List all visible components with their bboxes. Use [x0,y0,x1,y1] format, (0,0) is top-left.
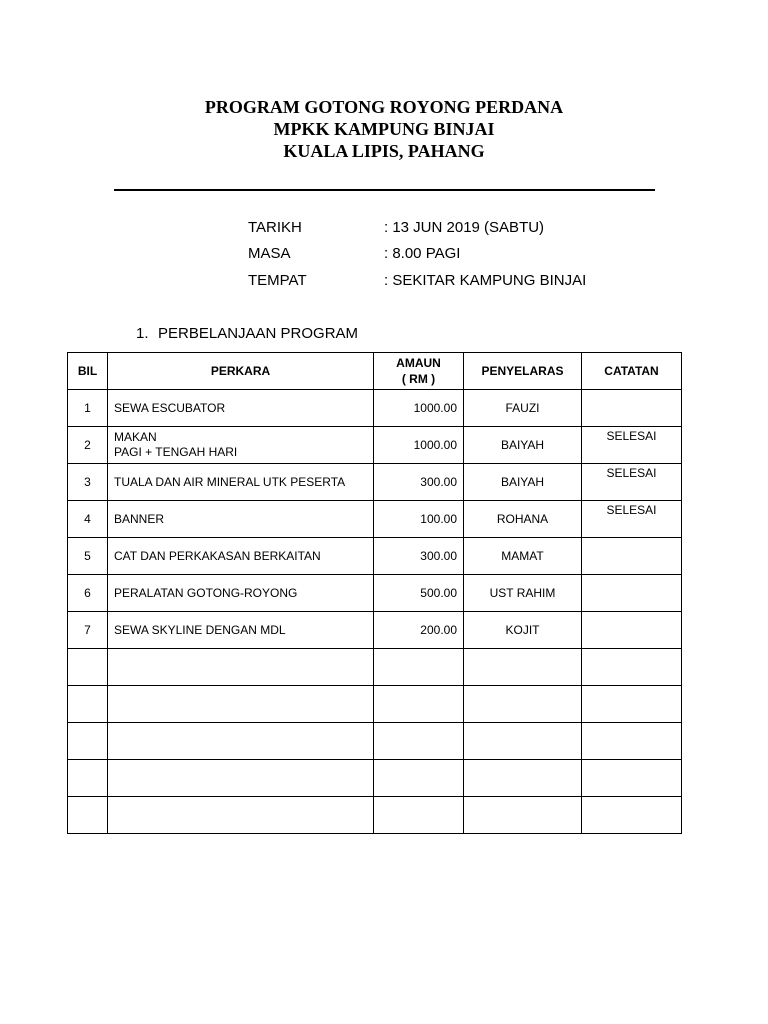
document-location: KUALA LIPIS, PAHANG [283,141,485,161]
cell-bil: 6 [68,575,108,612]
cell-empty [582,686,682,723]
cell-penyelaras: KOJIT [464,612,582,649]
cell-perkara: TUALA DAN AIR MINERAL UTK PESERTA [108,464,374,501]
cell-perkara: SEWA ESCUBATOR [108,390,374,427]
cell-empty [374,797,464,834]
cell-empty [68,649,108,686]
expense-table [67,352,682,834]
cell-empty [108,797,374,834]
cell-amaun: 1000.00 [374,427,464,464]
table-row [68,538,682,575]
cell-empty [582,723,682,760]
cell-empty [464,723,582,760]
cell-empty [108,723,374,760]
cell-bil: 7 [68,612,108,649]
cell-empty [68,686,108,723]
cell-penyelaras: BAIYAH [464,427,582,464]
cell-amaun: 100.00 [374,501,464,538]
cell-perkara: CAT DAN PERKAKASAN BERKAITAN [108,538,374,575]
cell-bil: 1 [68,390,108,427]
cell-empty [68,760,108,797]
cell-empty [582,797,682,834]
masa-value: : 8.00 PAGI [384,245,461,262]
header-perkara: PERKARA [108,353,374,390]
table-row-empty [68,760,682,797]
cell-empty [68,723,108,760]
header-catatan: CATATAN [582,353,682,390]
cell-bil: 4 [68,501,108,538]
cell-bil: 3 [68,464,108,501]
cell-empty [464,797,582,834]
cell-empty [108,649,374,686]
tarikh-value: : 13 JUN 2019 (SABTU) [384,219,545,236]
table-row-empty [68,797,682,834]
cell-amaun: 500.00 [374,575,464,612]
tarikh-label: TARIKH [248,219,302,236]
cell-perkara-line2: PAGI + TENGAH HARI [114,445,238,459]
header-amaun [374,353,464,390]
cell-empty [374,723,464,760]
cell-amaun: 300.00 [374,464,464,501]
masa-label: MASA [248,245,291,262]
cell-amaun: 300.00 [374,538,464,575]
cell-amaun: 200.00 [374,612,464,649]
cell-empty [374,686,464,723]
cell-perkara [108,427,374,464]
cell-perkara: SEWA SKYLINE DENGAN MDL [108,612,374,649]
table-row [68,464,682,501]
cell-catatan [582,575,682,612]
table-header-row [68,353,682,390]
cell-empty [68,797,108,834]
section-heading [136,325,358,343]
table-row-empty [68,686,682,723]
header-amaun-line2: ( RM ) [401,372,436,386]
table-row [68,390,682,427]
section-number: 1. [136,325,149,342]
cell-penyelaras: BAIYAH [464,464,582,501]
table-row-empty [68,723,682,760]
cell-empty [582,760,682,797]
header-bil: BIL [68,353,108,390]
table-row [68,501,682,538]
cell-perkara-line1: MAKAN [114,430,157,444]
document-title: PROGRAM GOTONG ROYONG PERDANA [204,97,564,117]
cell-catatan: SELESAI [582,501,682,538]
header-amaun-line1: AMAUN [396,356,441,370]
cell-catatan: SELESAI [582,464,682,501]
table-row-empty [68,649,682,686]
cell-empty [108,760,374,797]
cell-catatan [582,538,682,575]
cell-perkara: PERALATAN GOTONG-ROYONG [108,575,374,612]
table-row [68,575,682,612]
cell-bil: 5 [68,538,108,575]
section-title: PERBELANJAAN PROGRAM [158,325,359,342]
cell-bil: 2 [68,427,108,464]
cell-empty [582,649,682,686]
table-row [68,612,682,649]
cell-penyelaras: UST RAHIM [464,575,582,612]
cell-catatan [582,390,682,427]
cell-empty [464,760,582,797]
cell-perkara: BANNER [108,501,374,538]
header-divider [114,189,655,191]
cell-empty [374,760,464,797]
table-row [68,427,682,464]
document-subtitle: MPKK KAMPUNG BINJAI [273,119,495,139]
header-penyelaras: PENYELARAS [464,353,582,390]
cell-empty [108,686,374,723]
cell-penyelaras: ROHANA [464,501,582,538]
tempat-value: : SEKITAR KAMPUNG BINJAI [384,272,587,289]
tempat-label: TEMPAT [248,272,307,289]
cell-empty [464,649,582,686]
cell-empty [374,649,464,686]
cell-penyelaras: FAUZI [464,390,582,427]
cell-catatan [582,612,682,649]
cell-penyelaras: MAMAT [464,538,582,575]
cell-empty [464,686,582,723]
cell-amaun: 1000.00 [374,390,464,427]
cell-catatan: SELESAI [582,427,682,464]
